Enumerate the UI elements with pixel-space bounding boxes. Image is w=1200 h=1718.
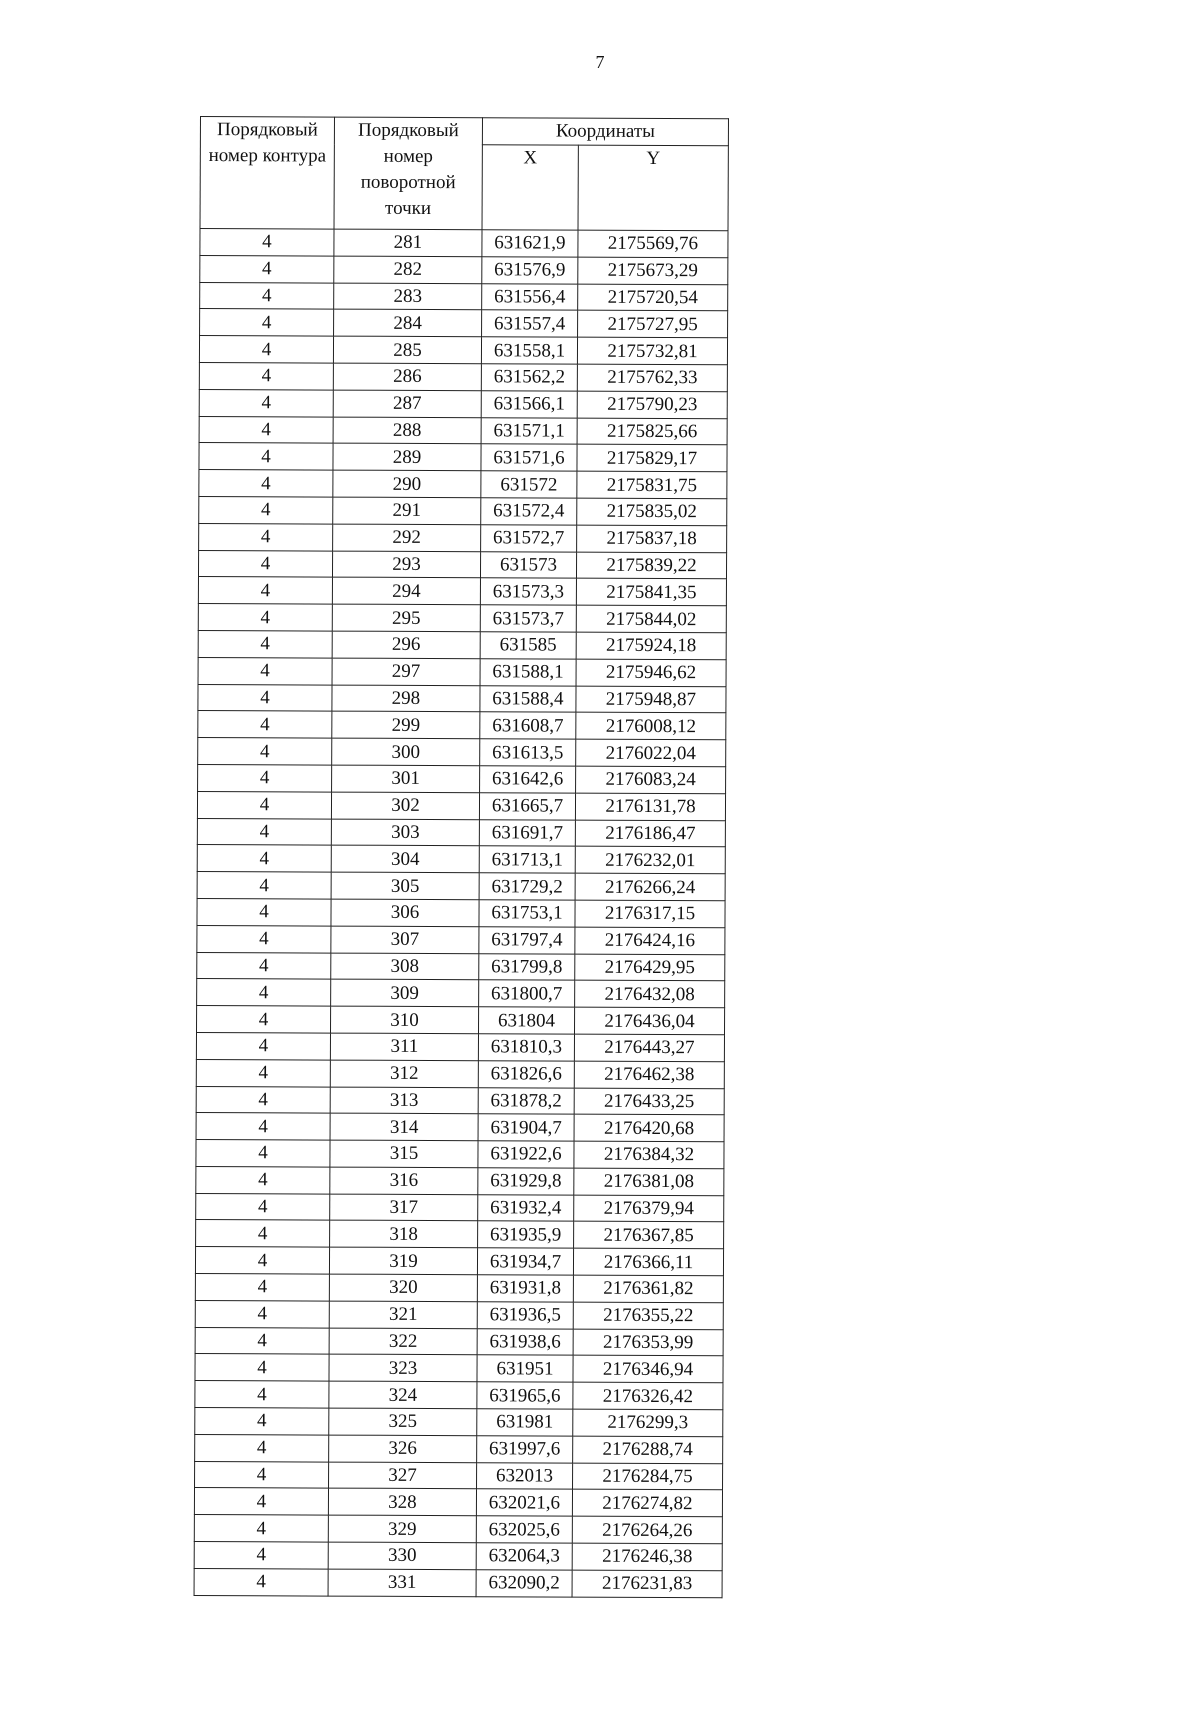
point-number-cell: 317	[330, 1194, 478, 1221]
y-coordinate-cell: 2176462,38	[574, 1061, 724, 1088]
point-number-cell: 322	[329, 1328, 477, 1355]
point-number-cell: 331	[328, 1569, 476, 1596]
x-coordinate-cell: 631572	[481, 471, 577, 498]
x-coordinate-cell: 631572,7	[481, 524, 577, 551]
table-row	[195, 1354, 723, 1383]
contour-number-cell: 4	[195, 1408, 329, 1435]
table-header	[200, 117, 728, 231]
x-coordinate-cell: 631932,4	[478, 1194, 574, 1221]
contour-number-cell: 4	[198, 550, 332, 577]
x-coordinate-cell: 631665,7	[479, 792, 575, 819]
point-number-cell: 315	[330, 1140, 478, 1167]
contour-number-cell: 4	[196, 1166, 330, 1193]
contour-number-cell: 4	[197, 791, 331, 818]
contour-number-cell: 4	[199, 470, 333, 497]
x-coordinate-cell: 631585	[480, 632, 576, 659]
point-number-cell: 299	[332, 711, 480, 738]
table-row	[198, 657, 726, 686]
y-coordinate-cell: 2175732,81	[577, 337, 727, 364]
point-number-cell: 288	[333, 417, 481, 444]
point-number-cell: 312	[330, 1060, 478, 1087]
y-coordinate-cell: 2175825,66	[577, 418, 727, 445]
y-coordinate-cell: 2176424,16	[575, 927, 725, 954]
y-coordinate-cell: 2176326,42	[573, 1382, 723, 1409]
table-row	[194, 1488, 722, 1517]
y-coordinate-cell: 2175829,17	[577, 445, 727, 472]
table-row	[196, 1032, 724, 1061]
header-y: Y	[578, 145, 728, 231]
x-coordinate-cell: 631826,6	[478, 1060, 574, 1087]
y-coordinate-cell: 2175837,18	[577, 525, 727, 552]
contour-number-cell: 4	[198, 604, 332, 631]
y-coordinate-cell: 2175831,75	[577, 471, 727, 498]
x-coordinate-cell: 631981	[477, 1409, 573, 1436]
y-coordinate-cell: 2175839,22	[576, 552, 726, 579]
contour-number-cell: 4	[197, 898, 331, 925]
x-coordinate-cell: 631608,7	[480, 712, 576, 739]
contour-number-cell: 4	[198, 684, 332, 711]
contour-number-cell: 4	[197, 925, 331, 952]
contour-number-cell: 4	[200, 229, 334, 256]
contour-number-cell: 4	[199, 416, 333, 443]
y-coordinate-cell: 2176433,25	[574, 1088, 724, 1115]
table-row	[198, 577, 726, 606]
point-number-cell: 289	[333, 443, 481, 470]
contour-number-cell: 4	[197, 952, 331, 979]
table-row	[196, 1193, 724, 1222]
contour-number-cell: 4	[196, 1059, 330, 1086]
y-coordinate-cell: 2176366,11	[573, 1248, 723, 1275]
point-number-cell: 311	[330, 1033, 478, 1060]
y-coordinate-cell: 2176317,15	[575, 900, 725, 927]
point-number-cell: 304	[331, 845, 479, 872]
table-row	[198, 711, 726, 740]
x-coordinate-cell: 631800,7	[479, 980, 575, 1007]
x-coordinate-cell: 631562,2	[481, 364, 577, 391]
point-number-cell: 282	[334, 256, 482, 283]
point-number-cell: 301	[332, 765, 480, 792]
contour-number-cell: 4	[200, 309, 334, 336]
point-number-cell: 298	[332, 685, 480, 712]
table-row	[197, 925, 725, 954]
x-coordinate-cell: 631965,6	[477, 1382, 573, 1409]
contour-number-cell: 4	[199, 523, 333, 550]
point-number-cell: 328	[328, 1489, 476, 1516]
contour-number-cell: 4	[195, 1381, 329, 1408]
point-number-cell: 314	[330, 1113, 478, 1140]
point-number-cell: 303	[331, 819, 479, 846]
y-coordinate-cell: 2176381,08	[574, 1168, 724, 1195]
x-coordinate-cell: 631878,2	[478, 1087, 574, 1114]
y-coordinate-cell: 2176266,24	[575, 873, 725, 900]
point-number-cell: 291	[333, 497, 481, 524]
table-row	[198, 630, 726, 659]
point-number-cell: 309	[331, 979, 479, 1006]
y-coordinate-cell: 2176284,75	[573, 1463, 723, 1490]
table-row	[195, 1274, 723, 1303]
table-row	[196, 1086, 724, 1115]
table-row	[200, 255, 728, 284]
y-coordinate-cell: 2175790,23	[577, 391, 727, 418]
contour-number-cell: 4	[196, 1140, 330, 1167]
table-row	[199, 496, 727, 525]
x-coordinate-cell: 631922,6	[478, 1141, 574, 1168]
point-number-cell: 316	[330, 1167, 478, 1194]
point-number-cell: 323	[329, 1355, 477, 1382]
y-coordinate-cell: 2176420,68	[574, 1114, 724, 1141]
table-row	[195, 1327, 723, 1356]
y-coordinate-cell: 2175835,02	[577, 498, 727, 525]
x-coordinate-cell: 631566,1	[481, 391, 577, 418]
table-row	[199, 362, 727, 391]
x-coordinate-cell: 632064,3	[476, 1543, 572, 1570]
point-number-cell: 330	[328, 1542, 476, 1569]
contour-number-cell: 4	[195, 1274, 329, 1301]
y-coordinate-cell: 2176367,85	[574, 1222, 724, 1249]
y-coordinate-cell: 2176353,99	[573, 1329, 723, 1356]
x-coordinate-cell: 631557,4	[482, 310, 578, 337]
table-row	[199, 470, 727, 499]
point-number-cell: 287	[333, 390, 481, 417]
x-coordinate-cell: 631804	[478, 1007, 574, 1034]
table-row	[198, 604, 726, 633]
header-contour-number: Порядковый номер контура	[200, 117, 334, 230]
x-coordinate-cell: 632021,6	[476, 1489, 572, 1516]
y-coordinate-cell: 2176022,04	[576, 739, 726, 766]
x-coordinate-cell: 631799,8	[479, 953, 575, 980]
x-coordinate-cell: 631936,5	[477, 1302, 573, 1329]
point-number-cell: 295	[332, 604, 480, 631]
header-point-number: Порядковый номер поворотной точки	[334, 117, 482, 230]
table-row	[195, 1300, 723, 1329]
contour-number-cell: 4	[199, 443, 333, 470]
table-row	[199, 523, 727, 552]
coordinates-table	[194, 116, 729, 1598]
y-coordinate-cell: 2175569,76	[578, 230, 728, 257]
table-row	[197, 791, 725, 820]
table-row	[197, 898, 725, 927]
header-x: X	[482, 145, 578, 230]
point-number-cell: 308	[331, 953, 479, 980]
point-number-cell: 302	[331, 792, 479, 819]
x-coordinate-cell: 631573,7	[480, 605, 576, 632]
y-coordinate-cell: 2175924,18	[576, 632, 726, 659]
table-row	[195, 1247, 723, 1276]
table-row	[199, 336, 727, 365]
point-number-cell: 324	[329, 1381, 477, 1408]
x-coordinate-cell: 632013	[477, 1462, 573, 1489]
y-coordinate-cell: 2176232,01	[575, 846, 725, 873]
y-coordinate-cell: 2176246,38	[572, 1543, 722, 1570]
contour-number-cell: 4	[199, 362, 333, 389]
point-number-cell: 285	[333, 336, 481, 363]
table-row	[196, 1113, 724, 1142]
contour-number-cell: 4	[199, 336, 333, 363]
table-row	[197, 1006, 725, 1035]
table-row	[200, 282, 728, 311]
point-number-cell: 310	[331, 1006, 479, 1033]
contour-number-cell: 4	[198, 630, 332, 657]
point-number-cell: 283	[334, 283, 482, 310]
point-number-cell: 326	[329, 1435, 477, 1462]
y-coordinate-cell: 2176436,04	[574, 1007, 724, 1034]
x-coordinate-cell: 631729,2	[479, 873, 575, 900]
x-coordinate-cell: 631797,4	[479, 926, 575, 953]
x-coordinate-cell: 631997,6	[477, 1436, 573, 1463]
point-number-cell: 321	[329, 1301, 477, 1328]
contour-number-cell: 4	[196, 1086, 330, 1113]
contour-number-cell: 4	[197, 845, 331, 872]
y-coordinate-cell: 2176083,24	[576, 766, 726, 793]
table-row	[194, 1568, 722, 1597]
contour-number-cell: 4	[195, 1300, 329, 1327]
y-coordinate-cell: 2176231,83	[572, 1570, 722, 1597]
y-coordinate-cell: 2175727,95	[578, 311, 728, 338]
y-coordinate-cell: 2176443,27	[574, 1034, 724, 1061]
contour-number-cell: 4	[195, 1247, 329, 1274]
point-number-cell: 284	[334, 309, 482, 336]
x-coordinate-cell: 632025,6	[476, 1516, 572, 1543]
y-coordinate-cell: 2176264,26	[572, 1516, 722, 1543]
contour-number-cell: 4	[198, 577, 332, 604]
table-row	[197, 818, 725, 847]
page-number: 7	[595, 52, 605, 72]
contour-number-cell: 4	[197, 872, 331, 899]
table-row	[197, 979, 725, 1008]
y-coordinate-cell: 2176299,3	[573, 1409, 723, 1436]
point-number-cell: 327	[329, 1462, 477, 1489]
x-coordinate-cell: 631691,7	[479, 819, 575, 846]
y-coordinate-cell: 2176432,08	[575, 980, 725, 1007]
table-row	[199, 416, 727, 445]
contour-number-cell: 4	[194, 1568, 328, 1595]
point-number-cell: 325	[329, 1408, 477, 1435]
point-number-cell: 281	[334, 229, 482, 256]
contour-number-cell: 4	[194, 1515, 328, 1542]
x-coordinate-cell: 631938,6	[477, 1328, 573, 1355]
point-number-cell: 290	[333, 470, 481, 497]
contour-number-cell: 4	[196, 1220, 330, 1247]
table-row	[197, 845, 725, 874]
point-number-cell: 286	[333, 363, 481, 390]
x-coordinate-cell: 631951	[477, 1355, 573, 1382]
y-coordinate-cell: 2176288,74	[573, 1436, 723, 1463]
contour-number-cell: 4	[195, 1434, 329, 1461]
table-row	[196, 1059, 724, 1088]
table-row	[195, 1381, 723, 1410]
point-number-cell: 296	[332, 631, 480, 658]
table-row	[195, 1434, 723, 1463]
x-coordinate-cell: 631929,8	[478, 1168, 574, 1195]
x-coordinate-cell: 631904,7	[478, 1114, 574, 1141]
point-number-cell: 320	[329, 1274, 477, 1301]
table-row	[196, 1220, 724, 1249]
contour-number-cell: 4	[198, 657, 332, 684]
contour-number-cell: 4	[194, 1488, 328, 1515]
contour-number-cell: 4	[196, 1032, 330, 1059]
x-coordinate-cell: 631588,1	[480, 658, 576, 685]
x-coordinate-cell: 631558,1	[481, 337, 577, 364]
table-row	[198, 550, 726, 579]
table-row	[197, 872, 725, 901]
table-row	[199, 389, 727, 418]
table-row	[194, 1515, 722, 1544]
x-coordinate-cell: 631572,4	[481, 498, 577, 525]
point-number-cell: 300	[332, 738, 480, 765]
contour-number-cell: 4	[198, 711, 332, 738]
point-number-cell: 306	[331, 899, 479, 926]
x-coordinate-cell: 631556,4	[482, 283, 578, 310]
y-coordinate-cell: 2175948,87	[576, 686, 726, 713]
point-number-cell: 305	[331, 872, 479, 899]
table-row	[196, 1166, 724, 1195]
table-row	[200, 229, 728, 258]
table-row	[199, 443, 727, 472]
contour-number-cell: 4	[200, 255, 334, 282]
x-coordinate-cell: 631642,6	[480, 766, 576, 793]
contour-number-cell: 4	[199, 389, 333, 416]
y-coordinate-cell: 2176008,12	[576, 712, 726, 739]
x-coordinate-cell: 632090,2	[476, 1570, 572, 1597]
contour-number-cell: 4	[195, 1461, 329, 1488]
y-coordinate-cell: 2176384,32	[574, 1141, 724, 1168]
y-coordinate-cell: 2176355,22	[573, 1302, 723, 1329]
x-coordinate-cell: 631571,6	[481, 444, 577, 471]
x-coordinate-cell: 631613,5	[480, 739, 576, 766]
y-coordinate-cell: 2176361,82	[573, 1275, 723, 1302]
x-coordinate-cell: 631931,8	[477, 1275, 573, 1302]
point-number-cell: 294	[332, 577, 480, 604]
point-number-cell: 313	[330, 1087, 478, 1114]
x-coordinate-cell: 631713,1	[479, 846, 575, 873]
contour-number-cell: 4	[198, 738, 332, 765]
contour-number-cell: 4	[198, 764, 332, 791]
y-coordinate-cell: 2176429,95	[575, 954, 725, 981]
x-coordinate-cell: 631573,3	[480, 578, 576, 605]
table-body	[194, 229, 728, 1598]
contour-number-cell: 4	[196, 1113, 330, 1140]
point-number-cell: 293	[332, 551, 480, 578]
y-coordinate-cell: 2175844,02	[576, 605, 726, 632]
y-coordinate-cell: 2176131,78	[575, 793, 725, 820]
table-row	[197, 952, 725, 981]
x-coordinate-cell: 631576,9	[482, 257, 578, 284]
table-row	[198, 684, 726, 713]
contour-number-cell: 4	[197, 818, 331, 845]
point-number-cell: 319	[329, 1247, 477, 1274]
table-row	[196, 1140, 724, 1169]
table-row	[195, 1408, 723, 1437]
table-row	[198, 764, 726, 793]
header-coordinates: Координаты	[482, 118, 728, 146]
y-coordinate-cell: 2175673,29	[578, 257, 728, 284]
table-row	[194, 1542, 722, 1571]
point-number-cell: 297	[332, 658, 480, 685]
x-coordinate-cell: 631810,3	[478, 1034, 574, 1061]
y-coordinate-cell: 2175720,54	[578, 284, 728, 311]
x-coordinate-cell: 631934,7	[477, 1248, 573, 1275]
contour-number-cell: 4	[195, 1327, 329, 1354]
contour-number-cell: 4	[196, 1193, 330, 1220]
contour-number-cell: 4	[197, 979, 331, 1006]
x-coordinate-cell: 631753,1	[479, 900, 575, 927]
x-coordinate-cell: 631571,1	[481, 417, 577, 444]
y-coordinate-cell: 2176186,47	[575, 820, 725, 847]
table-row	[200, 309, 728, 338]
y-coordinate-cell: 2175762,33	[577, 364, 727, 391]
x-coordinate-cell: 631621,9	[482, 230, 578, 257]
x-coordinate-cell: 631573	[480, 551, 576, 578]
x-coordinate-cell: 631588,4	[480, 685, 576, 712]
x-coordinate-cell: 631935,9	[478, 1221, 574, 1248]
contour-number-cell: 4	[195, 1354, 329, 1381]
point-number-cell: 307	[331, 926, 479, 953]
y-coordinate-cell: 2175946,62	[576, 659, 726, 686]
contour-number-cell: 4	[194, 1542, 328, 1569]
y-coordinate-cell: 2176346,94	[573, 1356, 723, 1383]
contour-number-cell: 4	[197, 1006, 331, 1033]
point-number-cell: 329	[328, 1515, 476, 1542]
y-coordinate-cell: 2176379,94	[574, 1195, 724, 1222]
table-row	[195, 1461, 723, 1490]
point-number-cell: 318	[330, 1221, 478, 1248]
table-row	[198, 738, 726, 767]
contour-number-cell: 4	[199, 496, 333, 523]
y-coordinate-cell: 2175841,35	[576, 579, 726, 606]
contour-number-cell: 4	[200, 282, 334, 309]
point-number-cell: 292	[333, 524, 481, 551]
y-coordinate-cell: 2176274,82	[572, 1490, 722, 1517]
